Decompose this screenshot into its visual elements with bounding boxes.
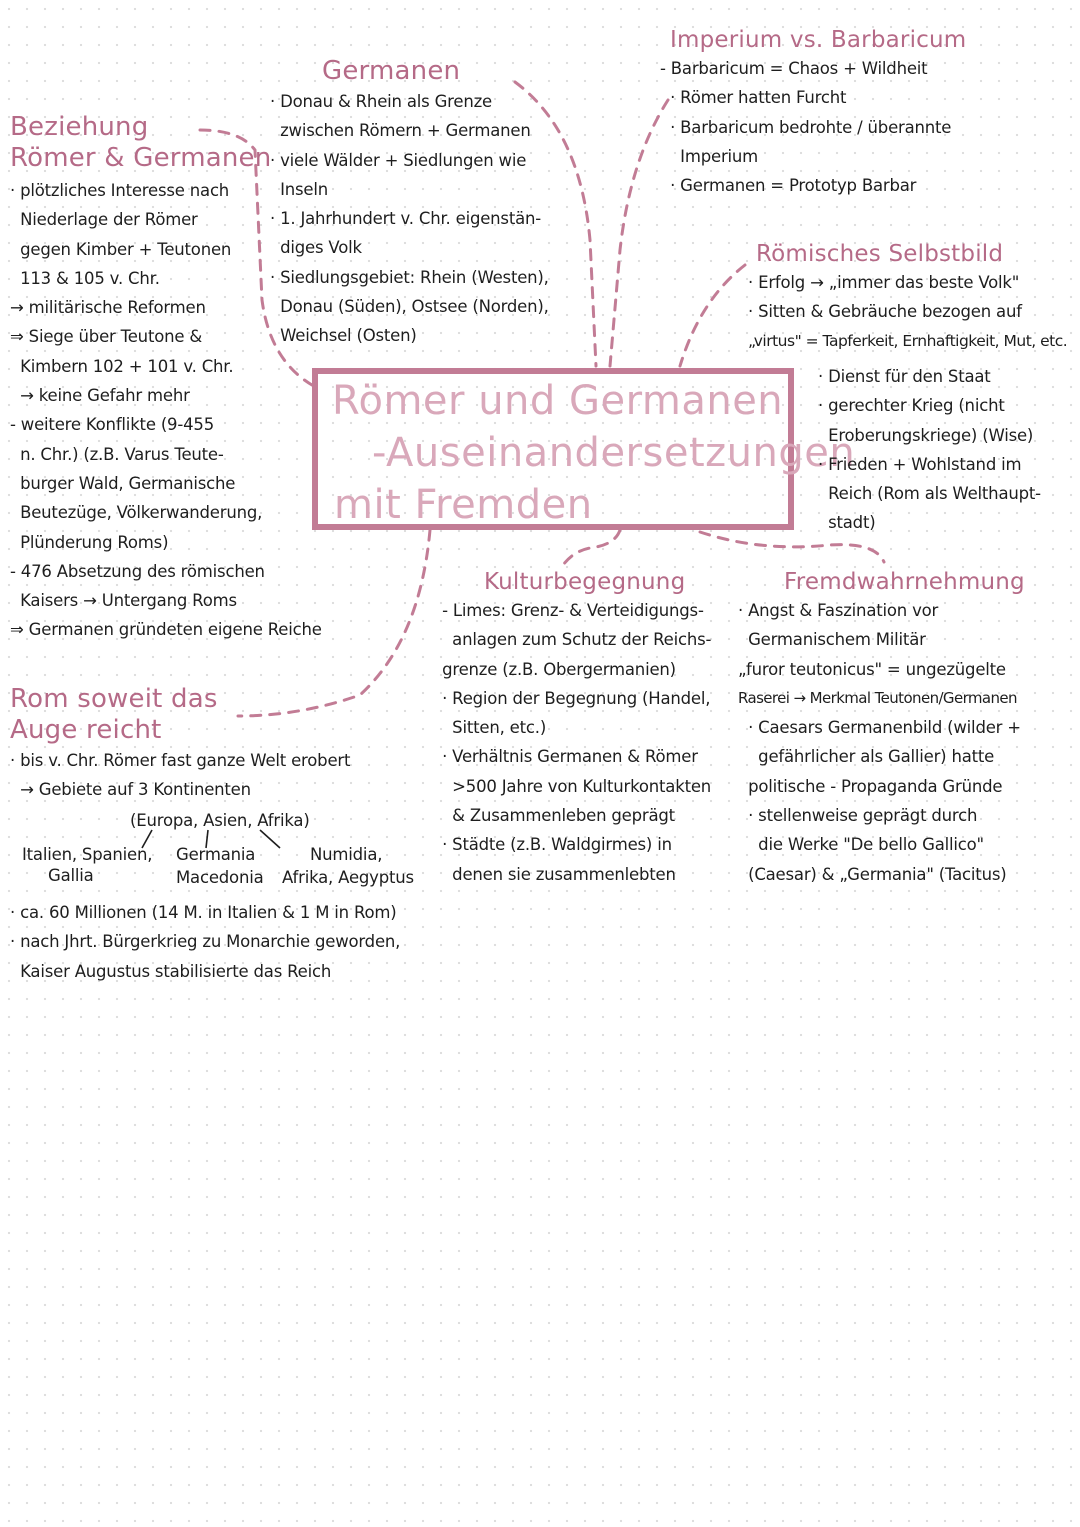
- note-line: Reich (Rom als Welthaupt-: [818, 484, 1041, 504]
- note-line: Kaiser Augustus stabilisierte das Reich: [10, 961, 332, 981]
- section-imperium: [660, 26, 966, 200]
- center-title-line2: -Auseinandersetzungen: [372, 430, 856, 476]
- imperium-title: Imperium vs. Barbaricum: [670, 27, 967, 53]
- note-line: · Verhältnis Germanen & Römer: [432, 747, 698, 767]
- kultur-notes: [432, 596, 711, 889]
- note-line: „virtus" = Tapferkeit, Ernhaftigkeit, Mut, etc.: [748, 331, 1068, 350]
- note-line: anlagen zum Schutz der Reichs-: [432, 630, 712, 650]
- note-line: gefährlicher als Gallier) hatte: [738, 747, 995, 767]
- note-line: Gallia: [48, 866, 94, 886]
- beziehung-title-line2: Römer & Germanen: [10, 143, 272, 173]
- center-title-line3: mit Fremden: [334, 482, 593, 528]
- selbstbild-subnotes: [818, 362, 1041, 538]
- section-fremd: [738, 568, 1025, 889]
- note-line: · Caesars Germanenbild (wilder +: [738, 718, 1021, 738]
- note-line: stadt): [818, 513, 876, 533]
- note-line: · Römer hatten Furcht: [660, 88, 847, 108]
- center-title-line1: Römer und Germanen: [332, 378, 784, 424]
- note-line: → Gebiete auf 3 Kontinenten: [10, 780, 251, 800]
- note-line: (Caesar) & „Germania" (Tacitus): [738, 864, 1007, 884]
- rom-notes: [10, 746, 350, 805]
- note-line: Eroberungskriege) (Wise): [818, 425, 1034, 445]
- note-line: Kimbern 102 + 101 v. Chr.: [10, 356, 234, 376]
- rom-notes-2: [10, 898, 400, 986]
- connector-selbstbild: [680, 265, 745, 366]
- note-line: · ca. 60 Millionen (14 M. in Italien & 1 M in Rom): [10, 903, 397, 922]
- region-asia: [176, 840, 264, 893]
- note-line: · stellenweise geprägt durch: [738, 806, 978, 826]
- germanen-title: Germanen: [322, 56, 461, 86]
- section-rom: [10, 684, 350, 805]
- note-line: · Sitten & Gebräuche bezogen auf: [748, 302, 1022, 322]
- note-line: · Dienst für den Staat: [818, 367, 991, 386]
- note-line: Afrika, Aegyptus: [282, 868, 414, 888]
- note-line: Sitten, etc.): [432, 718, 547, 738]
- note-line: n. Chr.) (z.B. Varus Teute-: [10, 444, 224, 464]
- note-line: · Frieden + Wohlstand im: [818, 454, 1022, 474]
- note-line: - Barbaricum = Chaos + Wildheit: [660, 59, 928, 78]
- section-selbstbild: [748, 240, 1067, 356]
- region-europe: [22, 840, 152, 891]
- note-line: die Werke "De bello Gallico": [738, 835, 984, 855]
- note-line: grenze (z.B. Obergermanien): [432, 659, 676, 679]
- note-line: · Angst & Faszination vor: [738, 601, 939, 620]
- note-line: · plötzliches Interesse nach: [10, 181, 230, 200]
- kultur-title: Kulturbegegnung: [484, 569, 686, 595]
- note-line: · bis v. Chr. Römer fast ganze Welt erobert: [10, 751, 351, 770]
- note-line: burger Wald, Germanische: [10, 473, 236, 493]
- rom-title-line1: Rom soweit das: [10, 684, 218, 714]
- note-line: Weichsel (Osten): [270, 326, 417, 346]
- note-line: Numidia,: [310, 845, 383, 864]
- section-kultur: [432, 568, 711, 889]
- note-line: - 476 Absetzung des römischen: [10, 561, 265, 581]
- note-line: · Region der Begegnung (Handel,: [432, 688, 711, 708]
- note-line: Germanischem Militär: [738, 630, 926, 650]
- note-line: Donau (Süden), Ostsee (Norden),: [270, 297, 549, 317]
- note-line: ⇒ Germanen gründeten eigene Reiche: [10, 620, 322, 640]
- note-line: Beutezüge, Völkerwanderung,: [10, 503, 263, 523]
- note-line: · viele Wälder + Siedlungen wie: [270, 150, 527, 170]
- note-line: „furor teutonicus" = ungezügelte: [738, 659, 1006, 679]
- note-line: · Siedlungsgebiet: Rhein (Westen),: [270, 267, 549, 287]
- note-line: denen sie zusammenlebten: [432, 864, 676, 884]
- selbstbild-notes: [748, 268, 1067, 356]
- fremd-title: Fremdwahrnehmung: [784, 569, 1025, 595]
- note-line: Inseln: [270, 179, 329, 199]
- note-line: · 1. Jahrhundert v. Chr. eigenstän-: [270, 209, 542, 229]
- germanen-notes: [270, 87, 549, 351]
- note-line: Italien, Spanien,: [22, 845, 153, 864]
- rom-title-line2: Auge reicht: [10, 715, 162, 745]
- note-line: >500 Jahre von Kulturkontakten: [432, 776, 712, 796]
- note-line: → militärische Reformen: [10, 298, 206, 318]
- note-line: - weitere Konflikte (9-455: [10, 415, 214, 435]
- note-line: & Zusammenleben geprägt: [432, 806, 675, 826]
- note-line: Niederlage der Römer: [10, 210, 198, 230]
- section-germanen: [270, 56, 549, 351]
- note-line: · nach Jhrt. Bürgerkrieg zu Monarchie geworden,: [10, 932, 401, 952]
- note-line: · Städte (z.B. Waldgirmes) in: [432, 835, 672, 855]
- region-africa: [282, 840, 414, 893]
- note-line: · Donau & Rhein als Grenze: [270, 92, 492, 111]
- note-line: Plünderung Roms): [10, 532, 169, 552]
- note-line: · Barbaricum bedrohte / überannte: [660, 117, 952, 137]
- note-line: Raserei → Merkmal Teutonen/Germanen: [738, 688, 1017, 707]
- note-line: ⇒ Siege über Teutone &: [10, 327, 203, 347]
- note-line: · Erfolg → „immer das beste Volk": [748, 273, 1020, 292]
- connector-kultur: [560, 530, 620, 570]
- imperium-notes: [660, 54, 966, 200]
- note-line: gegen Kimber + Teutonen: [10, 239, 232, 259]
- note-line: diges Volk: [270, 238, 362, 258]
- note-line: politische - Propaganda Gründe: [738, 776, 1003, 796]
- fremd-notes: [738, 596, 1025, 889]
- note-line: - Limes: Grenz- & Verteidigungs-: [432, 601, 704, 620]
- note-line: Germania: [176, 845, 256, 864]
- note-line: zwischen Römern + Germanen: [270, 121, 531, 141]
- selbstbild-title: Römisches Selbstbild: [756, 241, 1004, 267]
- note-line: · gerechter Krieg (nicht: [818, 396, 1005, 416]
- note-line: · Germanen = Prototyp Barbar: [660, 176, 917, 196]
- note-line: Macedonia: [176, 868, 264, 888]
- note-line: → keine Gefahr mehr: [10, 386, 190, 406]
- note-line: Imperium: [660, 146, 759, 166]
- continents-label: (Europa, Asien, Afrika): [130, 811, 310, 830]
- beziehung-title-line1: Beziehung: [10, 112, 149, 142]
- note-line: Kaisers → Untergang Roms: [10, 591, 237, 611]
- note-line: 113 & 105 v. Chr.: [10, 268, 160, 288]
